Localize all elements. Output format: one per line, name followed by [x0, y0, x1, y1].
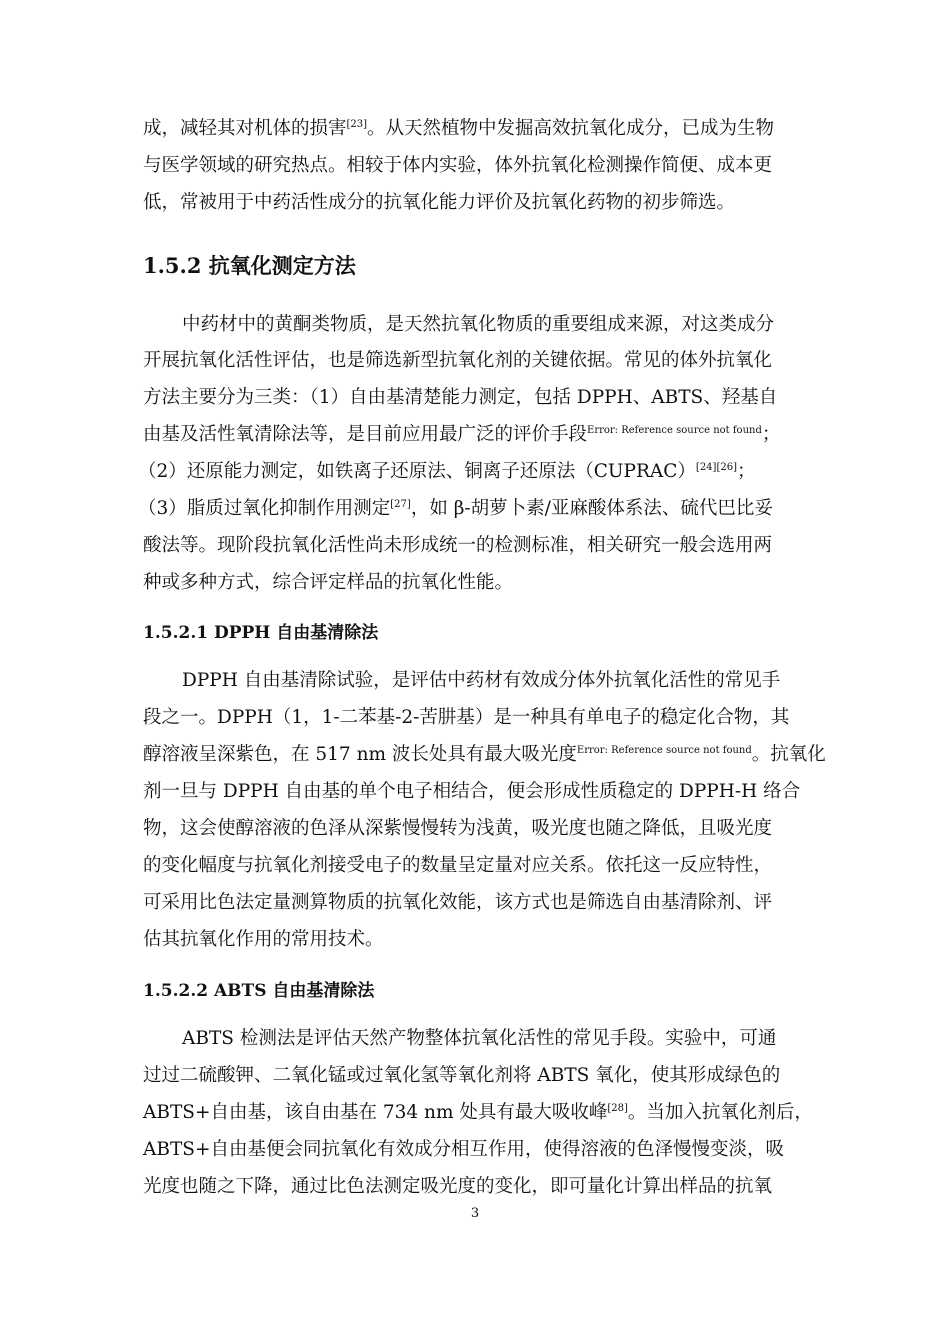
citation-ref: [24][26] [695, 461, 737, 473]
text-fragment: ABTS+自由基，该自由基在 734 nm 处具有最大吸收峰 [143, 1102, 608, 1123]
text-line [143, 423, 780, 447]
section-heading: 1.5.2 抗氧化测定方法 [143, 253, 356, 278]
text-line [143, 1101, 813, 1125]
citation-ref: [27] [390, 498, 411, 510]
citation-ref: Error: Reference source not found [576, 744, 752, 756]
text-fragment: ； [736, 461, 756, 482]
text-fragment: 成，减轻其对机体的损害 [143, 118, 347, 139]
text-line: ABTS+自由基便会同抗氧化有效成分相互作用，使得溶液的色泽慢慢变淡，吸 [143, 1139, 784, 1160]
text-fragment: 。从天然植物中发掘高效抗氧化成分，已成为生物 [367, 118, 775, 139]
text-fragment: 。抗氧化 [751, 744, 826, 765]
text-fragment: ； [761, 424, 781, 445]
citation-ref: Error: Reference source not found [587, 424, 762, 436]
text-line: 物，这会使醇溶液的色泽从深紫慢慢转为浅黄，吸光度也随之降低，且吸光度 [143, 818, 773, 839]
text-line: 方法主要分为三类：（1）自由基清楚能力测定，包括 DPPH、ABTS、羟基自 [143, 387, 778, 408]
text-fragment: 醇溶液呈深紫色，在 517 nm 波长处具有最大吸光度 [143, 744, 577, 765]
text-line: 开展抗氧化活性评估，也是筛选新型抗氧化剂的关键依据。常见的体外抗氧化 [143, 350, 773, 371]
text-line: 过过二硫酸钾、二氧化锰或过氧化氢等氧化剂将 ABTS 氧化，使其形成绿色的 [143, 1065, 781, 1086]
text-line: ABTS 检测法是评估天然产物整体抗氧化活性的常见手段。实验中，可通 [182, 1028, 777, 1049]
text-line [138, 460, 756, 484]
text-line [143, 743, 826, 767]
text-line: 光度也随之下降，通过比色法测定吸光度的变化，即可量化计算出样品的抗氧 [143, 1176, 773, 1197]
text-line: 低，常被用于中药活性成分的抗氧化能力评价及抗氧化药物的初步筛选。 [143, 192, 736, 213]
subsection-heading: 1.5.2.2 ABTS 自由基清除法 [143, 981, 375, 1001]
subsection-heading: 1.5.2.1 DPPH 自由基清除法 [143, 623, 379, 643]
citation-ref: [23] [346, 118, 368, 130]
text-line: 与医学领域的研究热点。相较于体内实验，体外抗氧化检测操作简便、成本更 [143, 155, 773, 176]
text-line: 可采用比色法定量测算物质的抗氧化效能，该方式也是筛选自由基清除剂、评 [143, 892, 773, 913]
page-number: 3 [470, 1206, 480, 1221]
text-line: 中药材中的黄酮类物质，是天然抗氧化物质的重要组成来源，对这类成分 [182, 314, 775, 335]
text-line: DPPH 自由基清除试验，是评估中药材有效成分体外抗氧化活性的常见手 [182, 670, 781, 691]
text-line [138, 497, 773, 521]
text-line: 酸法等。现阶段抗氧化活性尚未形成统一的检测标准，相关研究一般会选用两 [143, 535, 773, 556]
text-fragment: （3）脂质过氧化抑制作用测定 [138, 498, 391, 519]
text-line [143, 117, 774, 141]
text-line: 剂一旦与 DPPH 自由基的单个电子相结合，便会形成性质稳定的 DPPH-H 络合 [143, 781, 801, 802]
text-line: 段之一。DPPH（1，1-二苯基-2-苦肼基）是一种具有单电子的稳定化合物，其 [143, 707, 790, 728]
text-fragment: （2）还原能力测定，如铁离子还原法、铜离子还原法（CUPRAC） [138, 461, 696, 482]
text-fragment: 。当加入抗氧化剂后， [627, 1102, 813, 1123]
citation-ref: [28] [607, 1102, 628, 1114]
text-fragment: ，如 β-胡萝卜素/亚麻酸体系法、硫代巴比妥 [410, 498, 773, 519]
text-line: 的变化幅度与抗氧化剂接受电子的数量呈定量对应关系。依托这一反应特性， [143, 855, 773, 876]
text-fragment: 由基及活性氧清除法等，是目前应用最广泛的评价手段 [143, 424, 588, 445]
text-line: 估其抗氧化作用的常用技术。 [143, 929, 384, 950]
text-line: 种或多种方式，综合评定样品的抗氧化性能。 [143, 572, 514, 593]
